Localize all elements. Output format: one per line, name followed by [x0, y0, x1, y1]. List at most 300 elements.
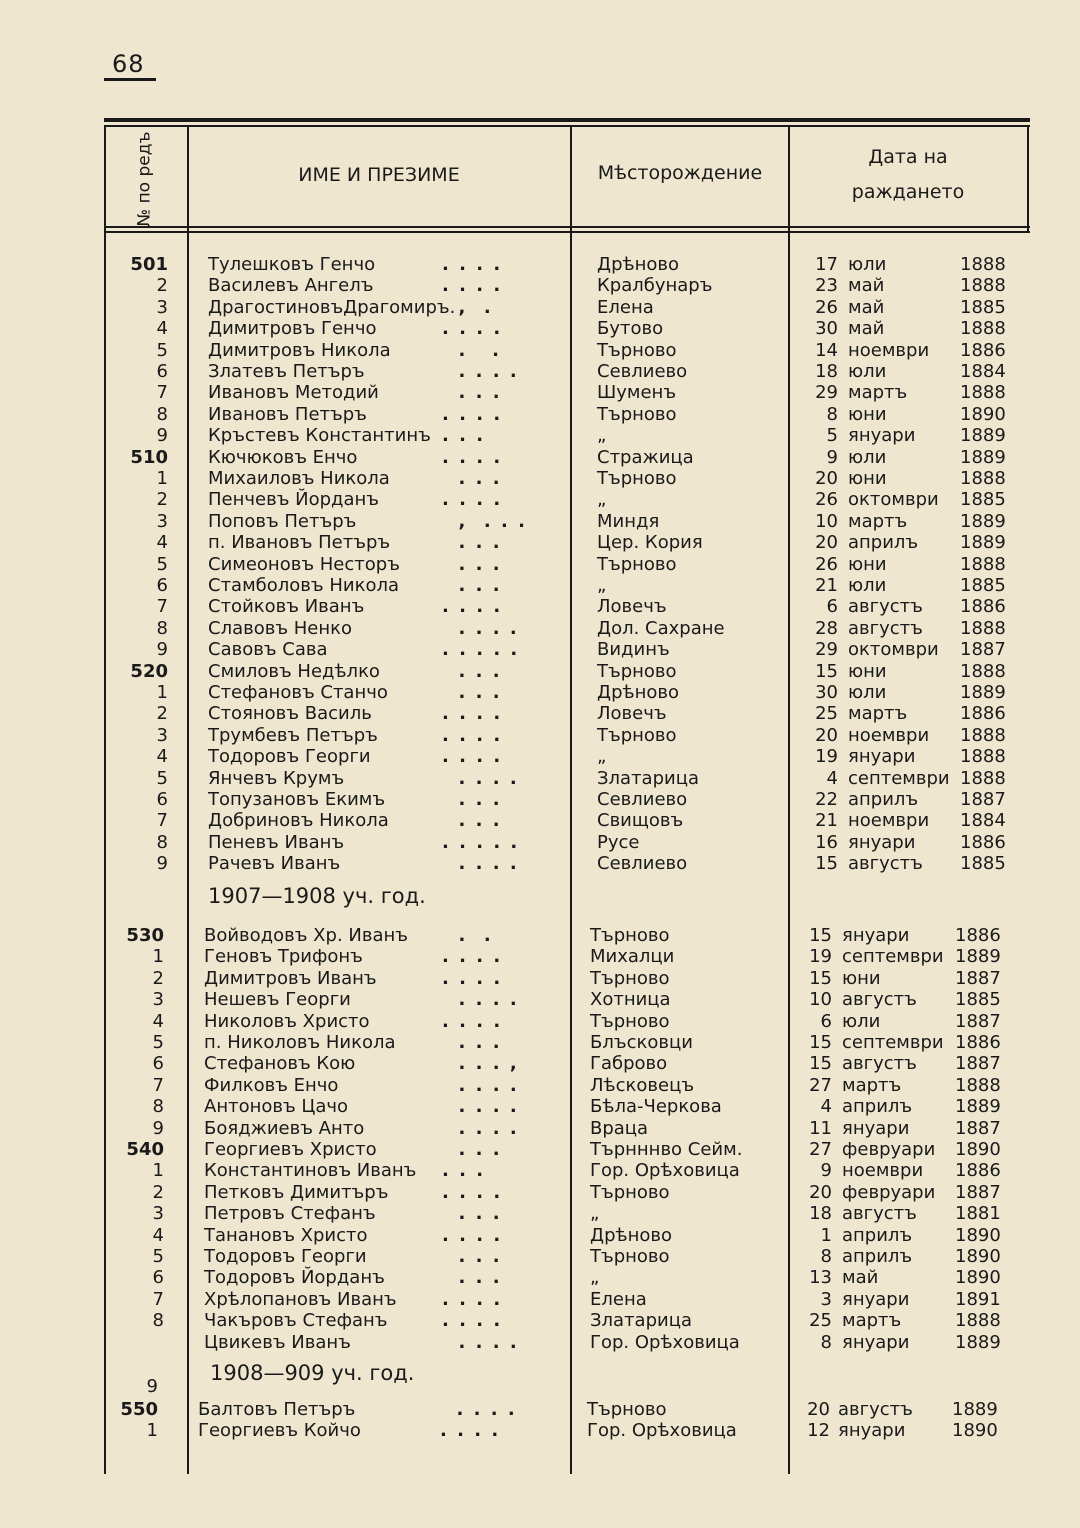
row-leader-dots: . . [442, 339, 502, 361]
row-birth-month: май [848, 318, 885, 340]
table-row [0, 1011, 1080, 1032]
row-name: Стефановъ Станчо [208, 682, 388, 703]
row-birth-year: 1888 [960, 660, 1006, 682]
row-birthplace: Русе [597, 831, 640, 853]
row-name: Стойковъ Иванъ [208, 596, 365, 618]
row-name: Петровъ Стефанъ [204, 1203, 376, 1225]
row-leader-dots: . . . . [442, 1331, 519, 1353]
row-birth-year: 1885 [960, 296, 1006, 318]
section-row-number: 9 [146, 1376, 158, 1397]
row-birthplace: Търново [597, 339, 677, 361]
row-birth-month: май [848, 275, 885, 297]
row-name: Стояновъ Василь [208, 703, 372, 725]
row-name: Василевъ Ангелъ [208, 275, 374, 297]
row-name: Петковъ Димитъръ [204, 1181, 389, 1203]
row-number: 2 [156, 703, 168, 725]
row-birth-month: априлъ [848, 789, 919, 810]
row-birthplace: Свищовъ [597, 810, 684, 832]
row-birth-day: 5 [826, 425, 838, 447]
row-number: 520 [130, 660, 168, 682]
row-leader-dots: . . . . [442, 275, 503, 297]
row-number: 5 [156, 767, 168, 789]
table-row [0, 447, 1080, 468]
table-row [0, 1160, 1080, 1181]
row-birthplace: Дрѣново [597, 682, 679, 703]
row-birth-day: 20 [815, 724, 838, 746]
row-birthplace: Дол. Сахране [597, 617, 725, 639]
row-birth-month: ноември [842, 1160, 924, 1182]
table-row [0, 254, 1080, 275]
table-row [0, 489, 1080, 510]
table-row [0, 318, 1080, 339]
row-number: 3 [156, 296, 168, 318]
row-birth-year: 1886 [960, 703, 1006, 725]
row-birth-month: февруари [842, 1181, 936, 1203]
row-birth-month: августъ [848, 596, 923, 618]
table-row [0, 511, 1080, 532]
row-number: 4 [156, 532, 168, 554]
row-number: 7 [156, 382, 168, 404]
row-birth-day: 15 [815, 660, 838, 682]
table-row [0, 297, 1080, 318]
row-birth-day: 18 [815, 361, 838, 382]
row-birthplace: Севлиево [597, 853, 688, 875]
row-birth-year: 1888 [960, 468, 1006, 489]
table-row [0, 1096, 1080, 1117]
table-row [0, 1289, 1080, 1310]
row-birthplace: „ [590, 1267, 600, 1289]
table-row [0, 361, 1080, 382]
section-title-1908: 1908—909 уч. год. [210, 1361, 415, 1385]
row-number: 4 [156, 746, 168, 768]
row-leader-dots: . . . [442, 1267, 502, 1289]
row-birth-day: 26 [815, 489, 838, 511]
row-name: Георгиевъ Христо [204, 1139, 377, 1160]
row-birth-day: 15 [809, 1032, 832, 1053]
row-name: Войводовъ Хр. Иванъ [204, 925, 408, 946]
row-leader-dots: . . . . [442, 446, 503, 468]
row-leader-dots: . . . . [442, 1224, 503, 1246]
row-name: Георгиевъ Койчо [198, 1420, 361, 1442]
row-birthplace: Търново [590, 1181, 670, 1203]
row-leader-dots: . . . [442, 1160, 486, 1182]
row-birthplace: Лѣсковецъ [590, 1074, 695, 1096]
row-name: Геновъ Трифонъ [204, 946, 363, 968]
row-birth-month: юли [848, 361, 887, 382]
row-leader-dots: . . . [442, 382, 502, 404]
row-birth-year: 1889 [955, 1096, 1001, 1118]
row-birth-day: 12 [807, 1420, 830, 1442]
row-birth-month: октомври [848, 489, 939, 511]
row-leader-dots: . . . . [442, 617, 519, 639]
row-leader-dots: . . . . [442, 746, 503, 768]
row-number: 2 [156, 489, 168, 511]
row-number: 9 [156, 853, 168, 875]
row-birthplace: „ [597, 575, 607, 596]
row-leader-dots: . . . . [442, 1310, 503, 1332]
row-name: Тодоровъ Йорданъ [204, 1267, 385, 1289]
table-row [0, 639, 1080, 660]
row-name: Пеневъ Иванъ [208, 831, 345, 853]
row-birth-day: 26 [815, 553, 838, 575]
row-leader-dots: . . . [442, 1032, 502, 1053]
row-birth-year: 1888 [955, 1310, 1001, 1332]
row-birth-day: 9 [826, 446, 838, 468]
row-birth-day: 22 [815, 789, 838, 810]
row-birthplace: Търново [590, 1010, 670, 1032]
table-row [0, 853, 1080, 874]
row-birthplace: Шуменъ [597, 382, 677, 404]
row-birth-day: 8 [820, 1246, 832, 1267]
row-leader-dots: , . [442, 296, 493, 318]
row-birthplace: Търново [597, 403, 677, 425]
row-birth-year: 1888 [960, 254, 1006, 275]
row-birth-month: ноември [848, 724, 930, 746]
row-number: 550 [120, 1399, 158, 1420]
row-number: 6 [152, 1053, 164, 1075]
row-birthplace: Гор. Орѣховица [587, 1420, 737, 1442]
row-name: ДрагостиновъДрагомиръ. [208, 296, 456, 318]
row-leader-dots: . . . . [442, 1288, 503, 1310]
row-birth-month: априлъ [842, 1246, 913, 1267]
row-birthplace: Ловечъ [597, 703, 667, 725]
row-birth-month: януари [842, 925, 910, 946]
row-leader-dots: . . . . [442, 1074, 519, 1096]
row-number: 6 [156, 575, 168, 596]
row-name: Михаиловъ Никола [208, 468, 390, 489]
column-divider-right [1027, 126, 1029, 232]
row-birth-day: 21 [815, 575, 838, 596]
row-birth-day: 8 [826, 403, 838, 425]
row-number: 530 [126, 925, 164, 946]
table-row [0, 968, 1080, 989]
row-name: Златевъ Петъръ [208, 361, 365, 382]
row-name: Цвикевъ Иванъ [204, 1331, 351, 1353]
row-birth-year: 1886 [955, 1160, 1001, 1182]
table-top-rule-thin [104, 125, 1030, 127]
row-number: 1 [156, 682, 168, 703]
row-number: 6 [156, 789, 168, 810]
row-birth-month: юни [848, 468, 887, 489]
row-birthplace: Враца [590, 1117, 649, 1139]
row-birth-day: 18 [809, 1203, 832, 1225]
table-row [0, 596, 1080, 617]
row-birth-month: септември [842, 946, 944, 968]
row-birth-year: 1888 [960, 318, 1006, 340]
row-birthplace: Дрѣново [590, 1224, 672, 1246]
row-birth-month: октомври [848, 639, 939, 661]
row-name: Ивановъ Петъръ [208, 403, 367, 425]
row-birthplace: Елена [597, 296, 654, 318]
row-leader-dots: . . . . [442, 254, 503, 275]
table-row [0, 768, 1080, 789]
row-birth-day: 4 [826, 767, 838, 789]
row-leader-dots: . . . . [440, 1399, 517, 1420]
table-row [0, 1053, 1080, 1074]
row-number: 8 [156, 403, 168, 425]
row-birthplace: Търново [590, 1246, 670, 1267]
table-row [0, 1139, 1080, 1160]
row-birthplace: Михалци [590, 946, 675, 968]
row-leader-dots: . . . . [440, 1420, 501, 1442]
row-birthplace: Златарица [590, 1310, 692, 1332]
row-leader-dots: . . . . [442, 489, 503, 511]
row-birth-year: 1891 [955, 1288, 1001, 1310]
row-name: п. Ивановъ Петъръ [208, 532, 391, 554]
table-row [0, 340, 1080, 361]
row-number: 3 [152, 989, 164, 1011]
row-birth-month: януари [842, 1288, 910, 1310]
row-leader-dots: . . . . [442, 703, 503, 725]
row-birth-month: юни [842, 967, 881, 989]
row-number: 5 [152, 1246, 164, 1267]
row-birthplace: Търново [590, 967, 670, 989]
row-birthplace: Хотница [590, 989, 671, 1011]
row-leader-dots: . . . . [442, 989, 519, 1011]
row-birthplace: „ [590, 1203, 600, 1225]
row-name: Кръстевъ Константинъ [208, 425, 431, 447]
row-birthplace: Търново [587, 1399, 667, 1420]
row-birthplace: Севлиево [597, 361, 688, 382]
table-row [0, 810, 1080, 831]
row-number: 3 [156, 724, 168, 746]
row-birth-month: юни [848, 660, 887, 682]
row-birth-month: септември [848, 767, 950, 789]
row-birthplace: „ [597, 489, 607, 511]
row-birth-day: 6 [820, 1010, 832, 1032]
row-name: Пенчевъ Йорданъ [208, 489, 379, 511]
table-row [0, 575, 1080, 596]
row-name: Антоновъ Цачо [204, 1096, 349, 1118]
row-birth-month: ноември [848, 810, 930, 832]
row-number: 1 [156, 468, 168, 489]
table-row [0, 1332, 1080, 1353]
row-birth-year: 1890 [955, 1224, 1001, 1246]
row-birth-month: февруари [842, 1139, 936, 1160]
row-birth-month: юли [848, 575, 887, 596]
row-name: Ивановъ Методий [208, 382, 379, 404]
row-birthplace: Търново [597, 724, 677, 746]
row-number: 2 [152, 967, 164, 989]
row-birth-year: 1889 [960, 682, 1006, 703]
row-birth-year: 1887 [955, 1010, 1001, 1032]
row-number: 9 [156, 639, 168, 661]
table-row [0, 404, 1080, 425]
table-row [0, 532, 1080, 553]
row-birth-year: 1890 [955, 1246, 1001, 1267]
row-birth-day: 15 [809, 1053, 832, 1075]
row-leader-dots: , . . . [442, 510, 527, 532]
row-birth-year: 1887 [955, 1181, 1001, 1203]
row-birthplace: Цер. Кория [597, 532, 703, 554]
section-title-1907: 1907—1908 уч. год. [208, 884, 426, 908]
table-row [0, 725, 1080, 746]
row-birthplace: Дрѣново [597, 254, 679, 275]
row-birth-year: 1881 [955, 1203, 1001, 1225]
row-birth-year: 1890 [952, 1420, 998, 1442]
row-birth-year: 1888 [960, 767, 1006, 789]
row-name: Топузановъ Екимъ [208, 789, 386, 810]
row-leader-dots: . . . [442, 532, 502, 554]
table-row [0, 1399, 1080, 1420]
row-birth-month: априлъ [842, 1096, 913, 1118]
row-name: Стамболовъ Никола [208, 575, 399, 596]
row-number: 3 [152, 1203, 164, 1225]
row-birthplace: Бутово [597, 318, 664, 340]
row-name: Поповъ Петъръ [208, 510, 357, 532]
table-row [0, 1246, 1080, 1267]
row-birthplace: Видинъ [597, 639, 670, 661]
row-birth-month: януари [842, 1117, 910, 1139]
row-birth-day: 10 [815, 510, 838, 532]
row-birth-day: 11 [809, 1117, 832, 1139]
row-number: 540 [126, 1139, 164, 1160]
row-birth-year: 1885 [960, 853, 1006, 875]
row-birth-month: септември [842, 1032, 944, 1053]
table-row [0, 1118, 1080, 1139]
row-birth-day: 27 [809, 1139, 832, 1160]
row-birth-month: ноември [848, 339, 930, 361]
row-name: Нешевъ Георги [204, 989, 351, 1011]
row-birth-day: 21 [815, 810, 838, 832]
row-number: 3 [156, 510, 168, 532]
row-number: 5 [152, 1032, 164, 1053]
row-birthplace: Елена [590, 1288, 647, 1310]
row-birth-year: 1889 [952, 1399, 998, 1420]
row-birth-month: априлъ [848, 532, 919, 554]
table-row [0, 1267, 1080, 1288]
row-name: Бояджиевъ Анто [204, 1117, 365, 1139]
row-birth-day: 29 [815, 382, 838, 404]
table-row [0, 925, 1080, 946]
row-birthplace: „ [597, 746, 607, 768]
row-name: Филковъ Енчо [204, 1074, 339, 1096]
row-number: 7 [152, 1288, 164, 1310]
row-leader-dots: . . . . [442, 1181, 503, 1203]
row-birthplace: Бѣла-Черкова [590, 1096, 722, 1118]
row-birth-year: 1885 [955, 989, 1001, 1011]
row-birth-month: януари [848, 425, 916, 447]
row-birthplace: Златарица [597, 767, 699, 789]
row-leader-dots: . . . . . [442, 639, 520, 661]
row-name: Рачевъ Иванъ [208, 853, 341, 875]
row-birth-month: юни [848, 403, 887, 425]
row-leader-dots: . . . [442, 575, 502, 596]
row-birth-year: 1887 [955, 967, 1001, 989]
row-birth-day: 14 [815, 339, 838, 361]
row-birthplace: Гор. Орѣховица [590, 1331, 740, 1353]
row-leader-dots: . . . . [442, 946, 503, 968]
row-leader-dots: . . . , [442, 1053, 519, 1075]
row-birthplace: Миндя [597, 510, 660, 532]
row-birth-year: 1886 [960, 831, 1006, 853]
row-leader-dots: . . . . [442, 361, 519, 382]
table-row [0, 1182, 1080, 1203]
row-number: 5 [156, 553, 168, 575]
table-row [0, 1203, 1080, 1224]
row-birth-month: мартъ [842, 1074, 902, 1096]
row-number: 7 [156, 596, 168, 618]
table-row [0, 946, 1080, 967]
table-row [0, 1075, 1080, 1096]
row-number: 5 [156, 339, 168, 361]
row-birth-year: 1890 [955, 1139, 1001, 1160]
row-birth-year: 1889 [960, 510, 1006, 532]
row-number: 510 [130, 446, 168, 468]
row-birth-day: 19 [809, 946, 832, 968]
row-birth-month: юли [848, 682, 887, 703]
row-birth-year: 1886 [960, 596, 1006, 618]
table-row [0, 1420, 1080, 1441]
row-birth-month: май [848, 296, 885, 318]
row-leader-dots: . . . [442, 553, 502, 575]
row-birthplace: Блъсковци [590, 1032, 693, 1053]
table-row [0, 425, 1080, 446]
header-birthdate-line2: раждането [851, 181, 965, 203]
row-leader-dots: . . . . [442, 724, 503, 746]
row-birth-day: 26 [815, 296, 838, 318]
row-leader-dots: . . . [442, 660, 502, 682]
row-name: Тулешковъ Генчо [208, 254, 376, 275]
row-name: Димитровъ Иванъ [204, 967, 377, 989]
row-number: 501 [130, 254, 168, 275]
row-number: 1 [152, 1160, 164, 1182]
row-birth-day: 30 [815, 682, 838, 703]
row-birth-month: януари [848, 831, 916, 853]
row-leader-dots: . . . [442, 425, 486, 447]
row-birth-year: 1888 [955, 1074, 1001, 1096]
table-row [0, 1310, 1080, 1331]
table-row [0, 789, 1080, 810]
row-name: Савовъ Сава [208, 639, 328, 661]
row-name: Николовъ Христо [204, 1010, 370, 1032]
row-name: Чакъровъ Стефанъ [204, 1310, 388, 1332]
row-birth-day: 20 [809, 1181, 832, 1203]
row-birth-year: 1889 [960, 446, 1006, 468]
row-name: Кючюковъ Енчо [208, 446, 358, 468]
row-number: 8 [152, 1310, 164, 1332]
row-birth-month: юли [848, 254, 887, 275]
row-birth-year: 1886 [960, 339, 1006, 361]
row-birth-month: януари [842, 1331, 910, 1353]
row-birthplace: Габрово [590, 1053, 668, 1075]
row-birth-day: 6 [826, 596, 838, 618]
row-birth-day: 10 [809, 989, 832, 1011]
row-birth-year: 1890 [955, 1267, 1001, 1289]
row-name: Трумбевъ Петъръ [208, 724, 378, 746]
row-birth-day: 9 [820, 1160, 832, 1182]
row-birth-year: 1889 [955, 1331, 1001, 1353]
row-birth-day: 17 [815, 254, 838, 275]
row-leader-dots: . . . [442, 1139, 502, 1160]
table-row [0, 746, 1080, 767]
row-birthplace: Търнннво Сейм. [590, 1139, 743, 1160]
row-birth-year: 1887 [960, 789, 1006, 810]
table-row [0, 382, 1080, 403]
row-birth-year: 1888 [960, 275, 1006, 297]
row-birth-year: 1889 [955, 946, 1001, 968]
row-birth-year: 1888 [960, 553, 1006, 575]
row-name: Славовъ Ненко [208, 617, 353, 639]
table-row [0, 468, 1080, 489]
row-leader-dots: . . . . [442, 967, 503, 989]
row-leader-dots: . . . [442, 789, 502, 810]
row-number: 6 [156, 361, 168, 382]
table-row [0, 703, 1080, 724]
table-row [0, 989, 1080, 1010]
row-birth-day: 30 [815, 318, 838, 340]
row-name: Константиновъ Иванъ [204, 1160, 417, 1182]
